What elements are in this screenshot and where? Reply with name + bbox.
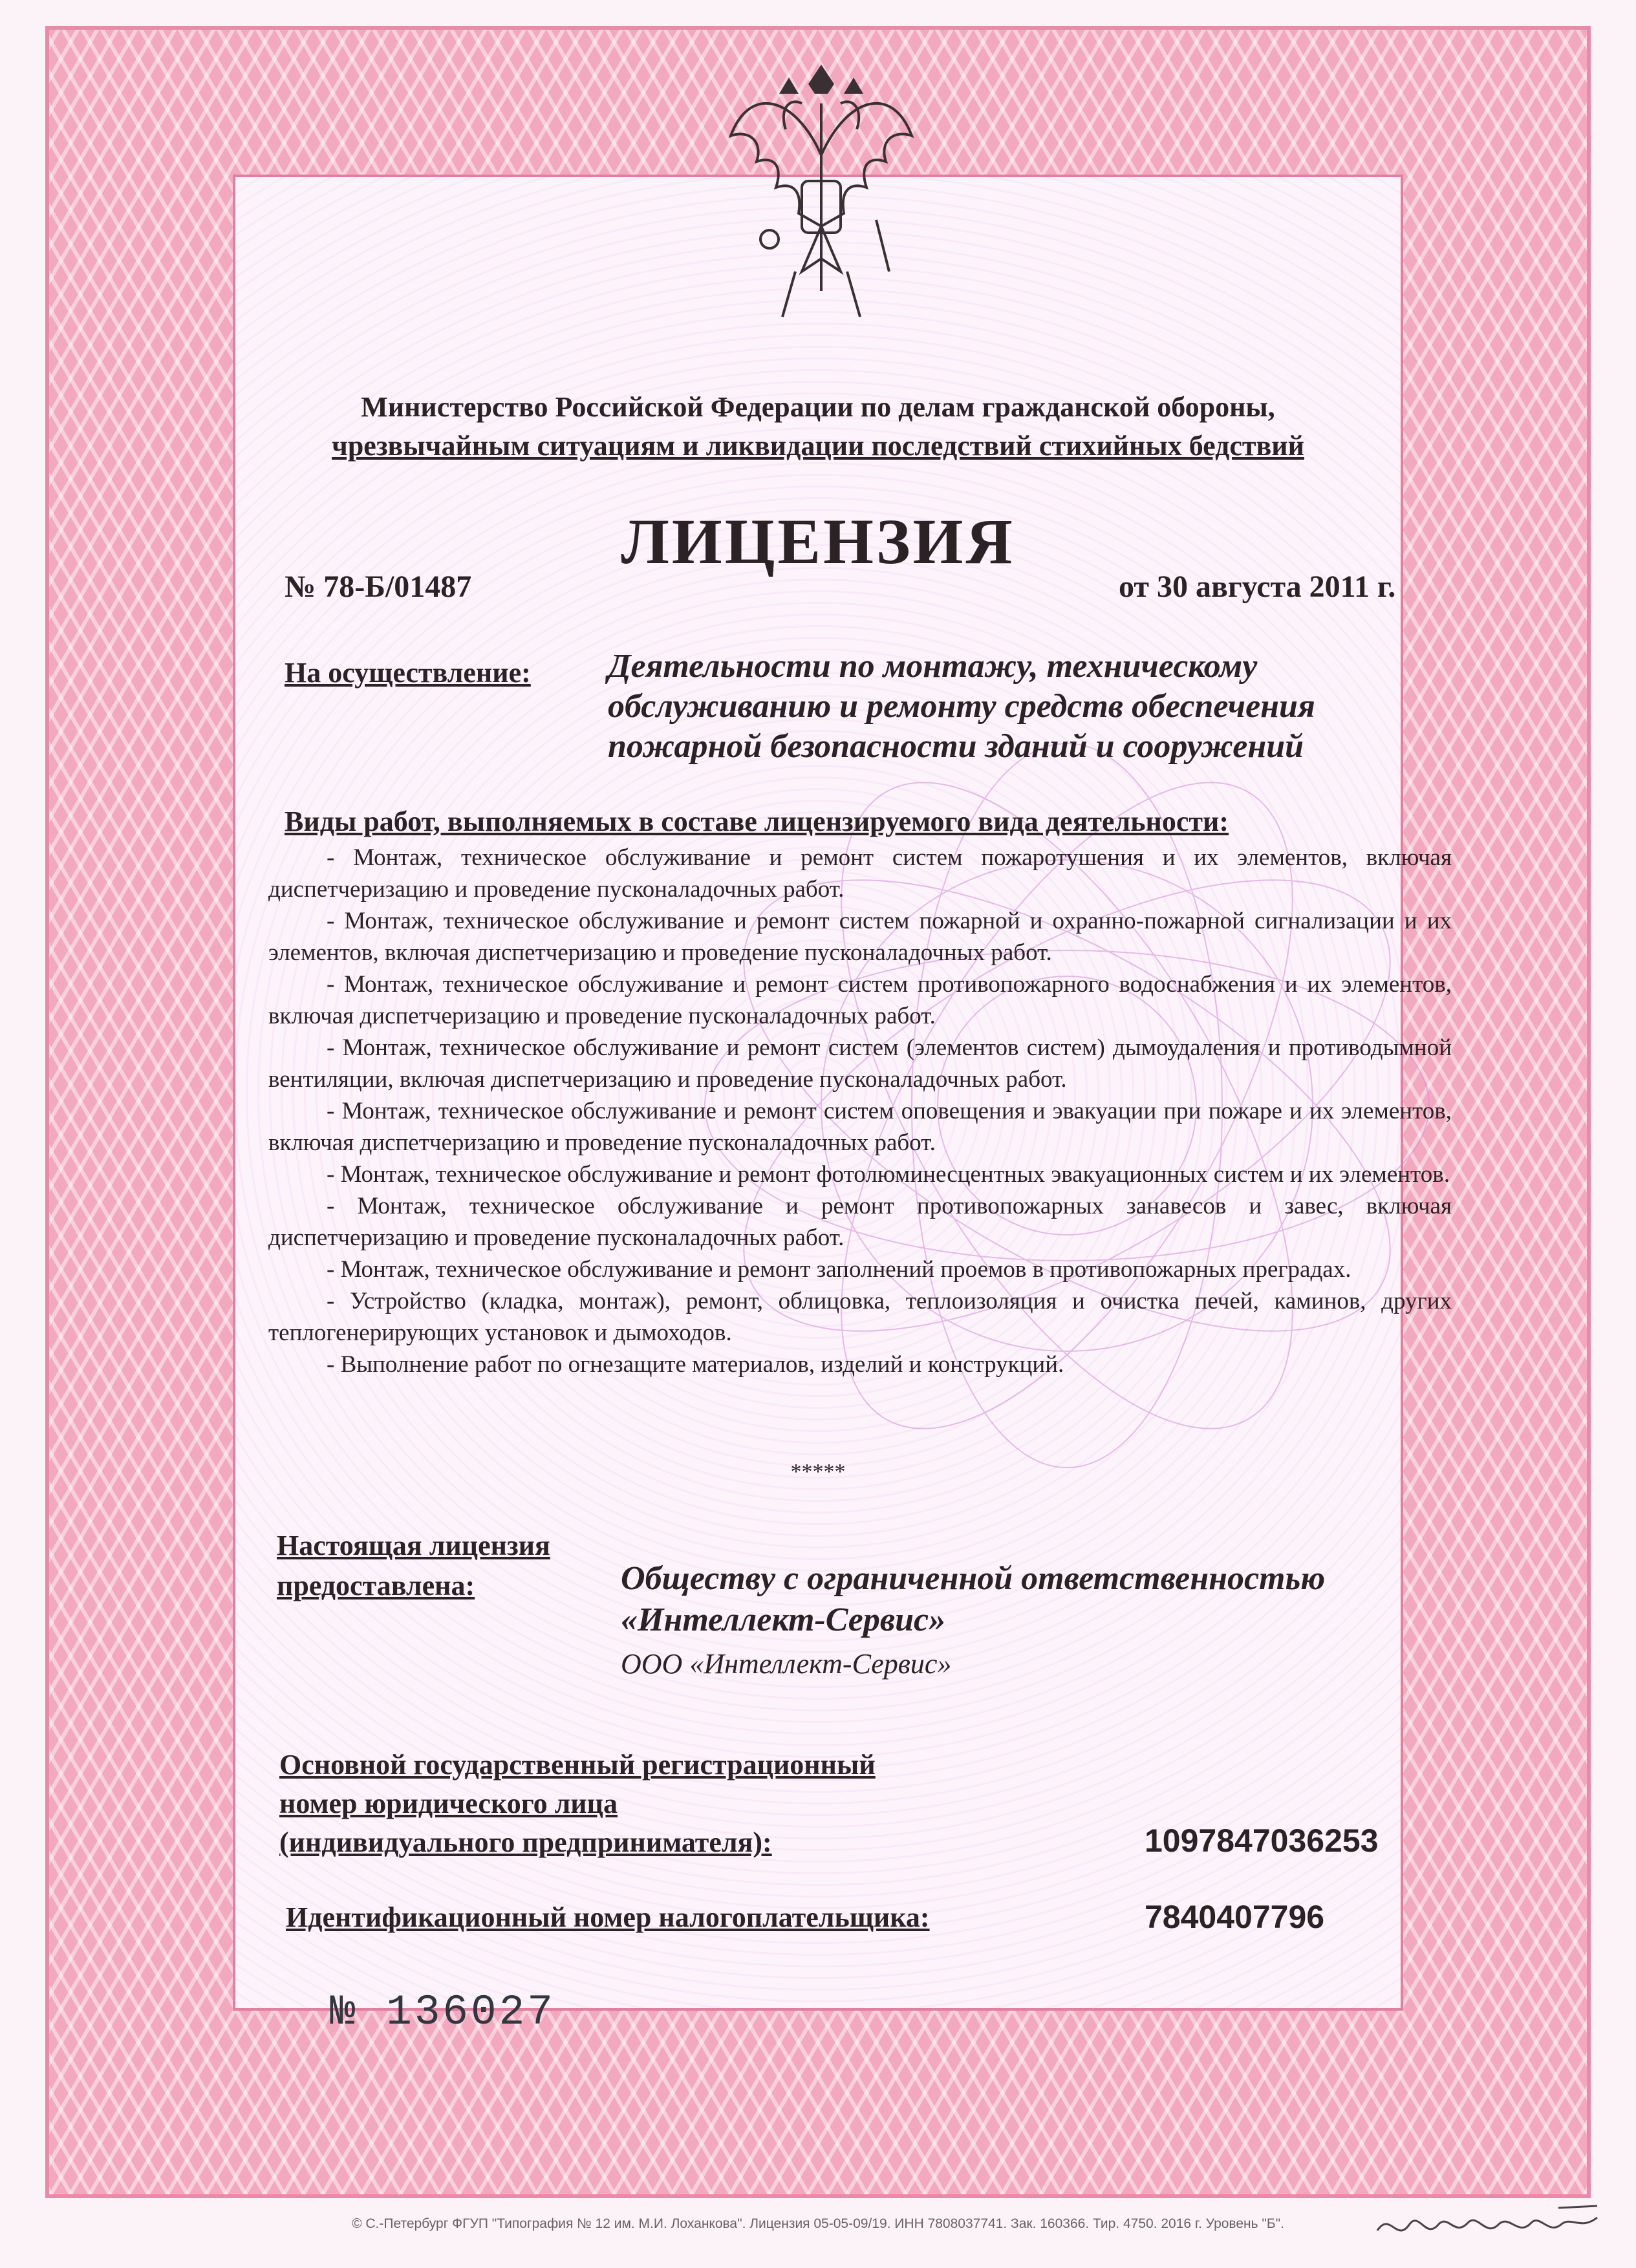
activity-label: На осуществление:	[285, 657, 531, 689]
ogrn-value: 1097847036253	[1145, 1823, 1379, 1859]
handwritten-signature	[1371, 2198, 1604, 2250]
licensee-name-line-1: Обществу с ограниченной ответственностью	[621, 1560, 1326, 1597]
licensee-name	[621, 1558, 1436, 1641]
licensee-label	[277, 1526, 550, 1606]
work-item: - Монтаж, техническое обслуживание и ремонт фотолюминесцентных эвакуационных систем и их элементов.	[327, 1161, 1450, 1188]
work-item: - Монтаж, техническое обслуживание и ремонт систем противопожарного водоснабжения и их элементов, включая диспетчеризацию и проведение пусконаладочных работ.	[268, 971, 1452, 1029]
issuing-authority	[233, 388, 1403, 465]
work-item: - Монтаж, техническое обслуживание и ремонт систем пожарной и охранно-пожарной сигнализации и их элементов, включая диспетчеризацию и проведение пусконаладочных работ.	[268, 908, 1452, 966]
works-heading: Виды работ, выполняемых в составе лицензируемого вида деятельности:	[285, 806, 1229, 837]
inn-label: Идентификационный номер налогоплательщика:	[286, 1901, 930, 1933]
ministry-line-1: Министерство Российской Федерации по делам гражданской обороны,	[361, 391, 1275, 423]
blank-serial-number: № 136027	[330, 1988, 555, 2037]
licensee-short-name: ООО «Интеллект-Сервис»	[621, 1648, 952, 1680]
document-title: ЛИЦЕНЗИЯ	[621, 506, 1015, 577]
inn-value: 7840407796	[1145, 1899, 1325, 1935]
ogrn-label	[279, 1746, 876, 1862]
work-item: - Монтаж, техническое обслуживание и ремонт заполнений проемов в противопожарных преградах.	[327, 1256, 1351, 1283]
licensee-label-line-2: предоставлена:	[277, 1570, 475, 1601]
work-item: - Устройство (кладка, монтаж), ремонт, облицовка, теплоизоляция и очистка печей, каминов, других теплогенерирующих установок и дымоходов.	[268, 1288, 1452, 1346]
ogrn-label-line-3: (индивидуального предпринимателя):	[279, 1826, 772, 1858]
work-item: - Монтаж, техническое обслуживание и ремонт систем (элементов систем) дымоудаления и противодымной вентиляции, включая диспетчеризацию и проведение пусконаладочных работ.	[268, 1034, 1452, 1093]
work-item: - Выполнение работ по огнезащите материалов, изделий и конструкций.	[327, 1351, 1064, 1378]
activity-description: Деятельности по монтажу, техническому обслуживанию и ремонту средств обеспечения пожарной безопасности зданий и сооружений	[608, 648, 1315, 765]
licensee-name-line-2: «Интеллект-Сервис»	[621, 1601, 946, 1638]
printer-footer: © С.-Петербург ФГУП "Типография № 12 им. М.И. Лоханкова". Лицензия 05-05-09/19. ИНН 7808037741. Зак. 160366. Тир. 4750. 2016 г. Уровень "Б".	[352, 2216, 1284, 2231]
works-list	[268, 842, 1452, 1380]
ogrn-label-line-1: Основной государственный регистрационный	[279, 1749, 876, 1781]
ministry-line-2: чрезвычайным ситуациям и ликвидации последствий стихийных бедствий	[332, 430, 1304, 462]
ogrn-label-line-2: номер юридического лица	[279, 1788, 618, 1819]
license-date: от 30 августа 2011 г.	[1119, 570, 1396, 604]
license-number: № 78-Б/01487	[285, 570, 472, 604]
section-end-mark: *****	[790, 1460, 846, 1484]
licensee-label-line-1: Настоящая лицензия	[277, 1530, 550, 1561]
work-item: - Монтаж, техническое обслуживание и ремонт систем оповещения и эвакуации при пожаре и их элементов, включая диспетчеризацию и проведение пусконаладочных работ.	[268, 1098, 1452, 1156]
work-item: - Монтаж, техническое обслуживание и ремонт противопожарных занавесов и завес, включая диспетчеризацию и проведение пусконаладочных работ.	[268, 1193, 1452, 1251]
work-item: - Монтаж, техническое обслуживание и ремонт систем пожаротушения и их элементов, включая диспетчеризацию и проведение пусконаладочных работ.	[268, 844, 1452, 903]
double-headed-eagle-emblem-icon	[724, 58, 918, 336]
